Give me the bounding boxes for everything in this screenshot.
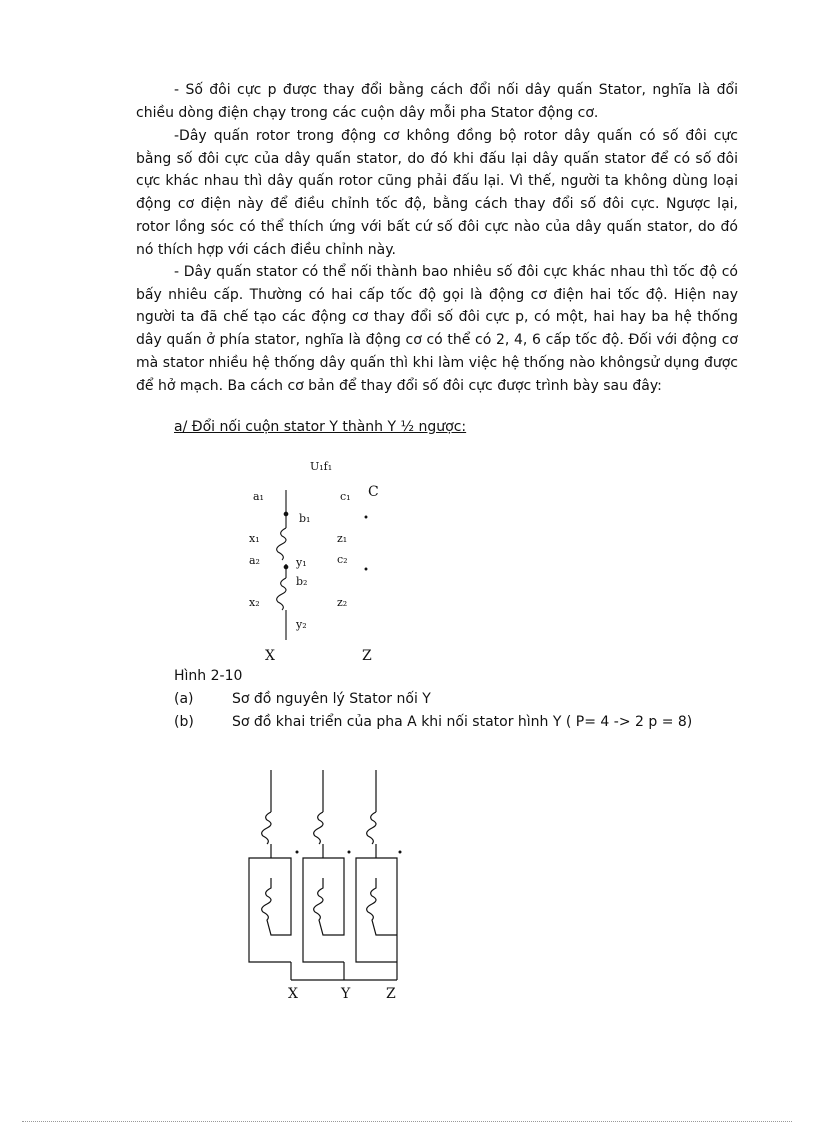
supply-label: U₁f₁ bbox=[310, 460, 333, 473]
label-c1: c₁ bbox=[340, 490, 351, 503]
label-X: X bbox=[265, 648, 275, 664]
paragraph-rotor-winding: -Dây quấn rotor trong động cơ không đồng bộ rotor dây quấn có số đôi cực bằng số đôi cực của dây quấn stator, do đó khi đấu lại dây quấn stator để có số đôi cực khác nhau thì dây quấn rotor cũng phải đấu lại. Vì thế, người ta không dùng loại động cơ điện này để điều chỉnh tốc độ, bằng cách thay đổi số đôi cực. Ngược lại, rotor lồng sóc có thể thích ứng với bất cứ số đôi cực nào của dây quấn stator, do đó nó thích hợp với cách điều chỉnh này. bbox=[136, 128, 738, 258]
terminal-Y: Y bbox=[341, 986, 351, 1002]
caption-b-tag: (b) bbox=[174, 714, 194, 730]
label-z2: z₂ bbox=[337, 596, 348, 609]
label-a1: a₁ bbox=[253, 490, 264, 503]
caption-a-text: Sơ đồ nguyên lý Stator nối Y bbox=[232, 691, 431, 707]
paragraph-stator-speeds: - Dây quấn stator có thể nối thành bao nhiêu số đôi cực khác nhau thì tốc độ có bấy nhiêu cấp. Thường có hai cấp tốc độ gọi là động cơ điện hai tốc độ. Hiện nay người ta đã chế tạo các động cơ thay đổi số đôi cực p, có một, hai hay ba hệ thống dây quấn ở phía stator, nghĩa là động cơ có thể có 2, 4, 6 cấp tốc độ. Đối với động cơ mà stator nhiều hệ thống dây quấn thì khi làm việc hệ thống nào khôngsử dụng được để hở mạch. Ba cách cơ bản để thay đổi số đôi cực được trình bày sau đây: bbox=[136, 264, 738, 394]
label-x1: x₁ bbox=[249, 532, 260, 545]
label-b1: b₁ bbox=[299, 512, 311, 525]
figure-caption-title: Hình 2-10 bbox=[174, 668, 243, 684]
label-b2: b₂ bbox=[296, 575, 308, 588]
section-heading: a/ Đổi nối cuộn stator Y thành Y ½ ngược: bbox=[174, 419, 467, 435]
label-x2: x₂ bbox=[249, 596, 260, 609]
terminal-Z: Z bbox=[386, 986, 396, 1002]
caption-b-text: Sơ đồ khai triển của pha A khi nối stator hình Y ( P= 4 -> 2 p = 8) bbox=[232, 714, 693, 730]
label-Z: Z bbox=[362, 648, 372, 664]
label-c2: c₂ bbox=[337, 553, 348, 566]
label-a2: a₂ bbox=[249, 554, 260, 567]
label-C: C bbox=[368, 484, 379, 500]
paragraph-pole-pairs: - Số đôi cực p được thay đổi bằng cách đổi nối dây quấn Stator, nghĩa là đổi chiều dòng điện chạy trong các cuộn dây mỗi pha Stator động cơ. bbox=[136, 82, 738, 121]
label-y2: y₂ bbox=[296, 618, 307, 631]
label-y1: y₁ bbox=[296, 556, 307, 569]
page-bottom-rule bbox=[22, 1121, 792, 1122]
label-z1: z₁ bbox=[337, 532, 348, 545]
caption-a-tag: (a) bbox=[174, 691, 194, 707]
terminal-X: X bbox=[288, 986, 298, 1002]
